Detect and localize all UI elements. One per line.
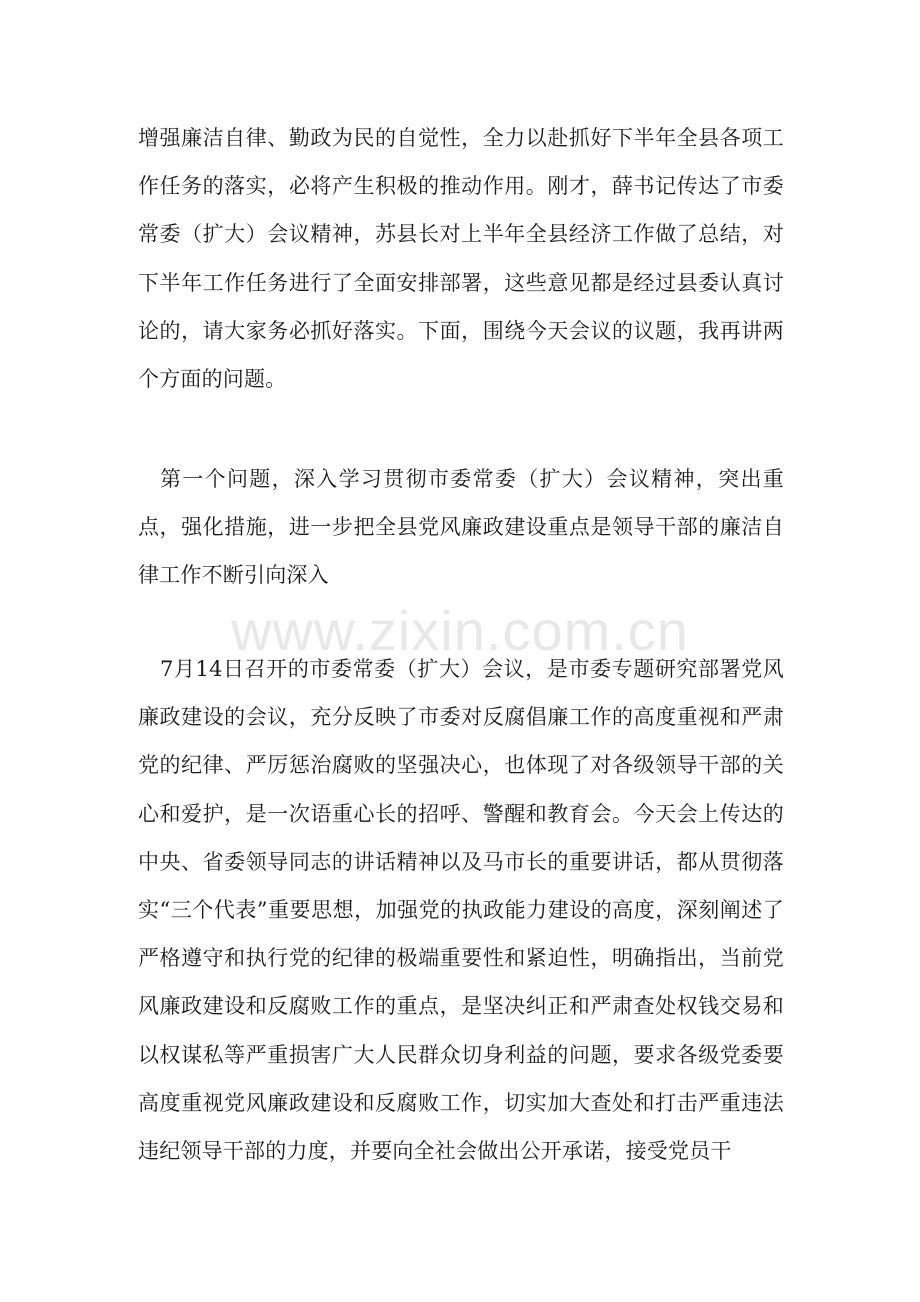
body-paragraph-2: 第一个问题，深入学习贯彻市委常委（扩大）会议精神，突出重点，强化措施，进一步把全县党风廉政建设重点是领导干部的廉洁自律工作不断引向深入 (138, 467, 784, 588)
body-paragraph-3: 7月14日召开的市委常委（扩大）会议，是市委专题研究部署党风廉政建设的会议，充分反映了市委对反腐倡廉工作的高度重视和严肃党的纪律、严厉惩治腐败的坚强决心，也体现了对各级领导干部的关心和爱护，是一次语重心长的招呼、警醒和教育会。今天会上传达的中央、省委领导同志的讲话精神以及马市长的重要讲话，都从贯彻落实“三个代表”重要思想，加强党的执政能力建设的高度，深刻阐述了严格遵守和执行党的纪律的极端重要性和紧迫性，明确指出，当前党风廉政建设和反腐败工作的重点，是坚决纠正和严肃查处权钱交易和以权谋私等严重损害广大人民群众切身利益的问题，要求各级党委要高度重视党风廉政建设和反腐败工作，切实加大查处和打击严重违法违纪领导干部的力度，并要向全社会做出公开承诺，接受党员干 (138, 657, 784, 1164)
site-watermark: www.zixin.com.cn (231, 599, 689, 662)
body-paragraph-1: 增强廉洁自律、勤政为民的自觉性，全力以赴抓好下半年全县各项工作任务的落实，必将产生积极的推动作用。刚才，薛书记传达了市委常委（扩大）会议精神，苏县长对上半年全县经济工作做了总结，对下半年工作任务进行了全面安排部署，这些意见都是经过县委认真讨论的，请大家务必抓好落实。下面，围绕今天会议的议题，我再讲两个方面的问题。 (138, 126, 784, 392)
